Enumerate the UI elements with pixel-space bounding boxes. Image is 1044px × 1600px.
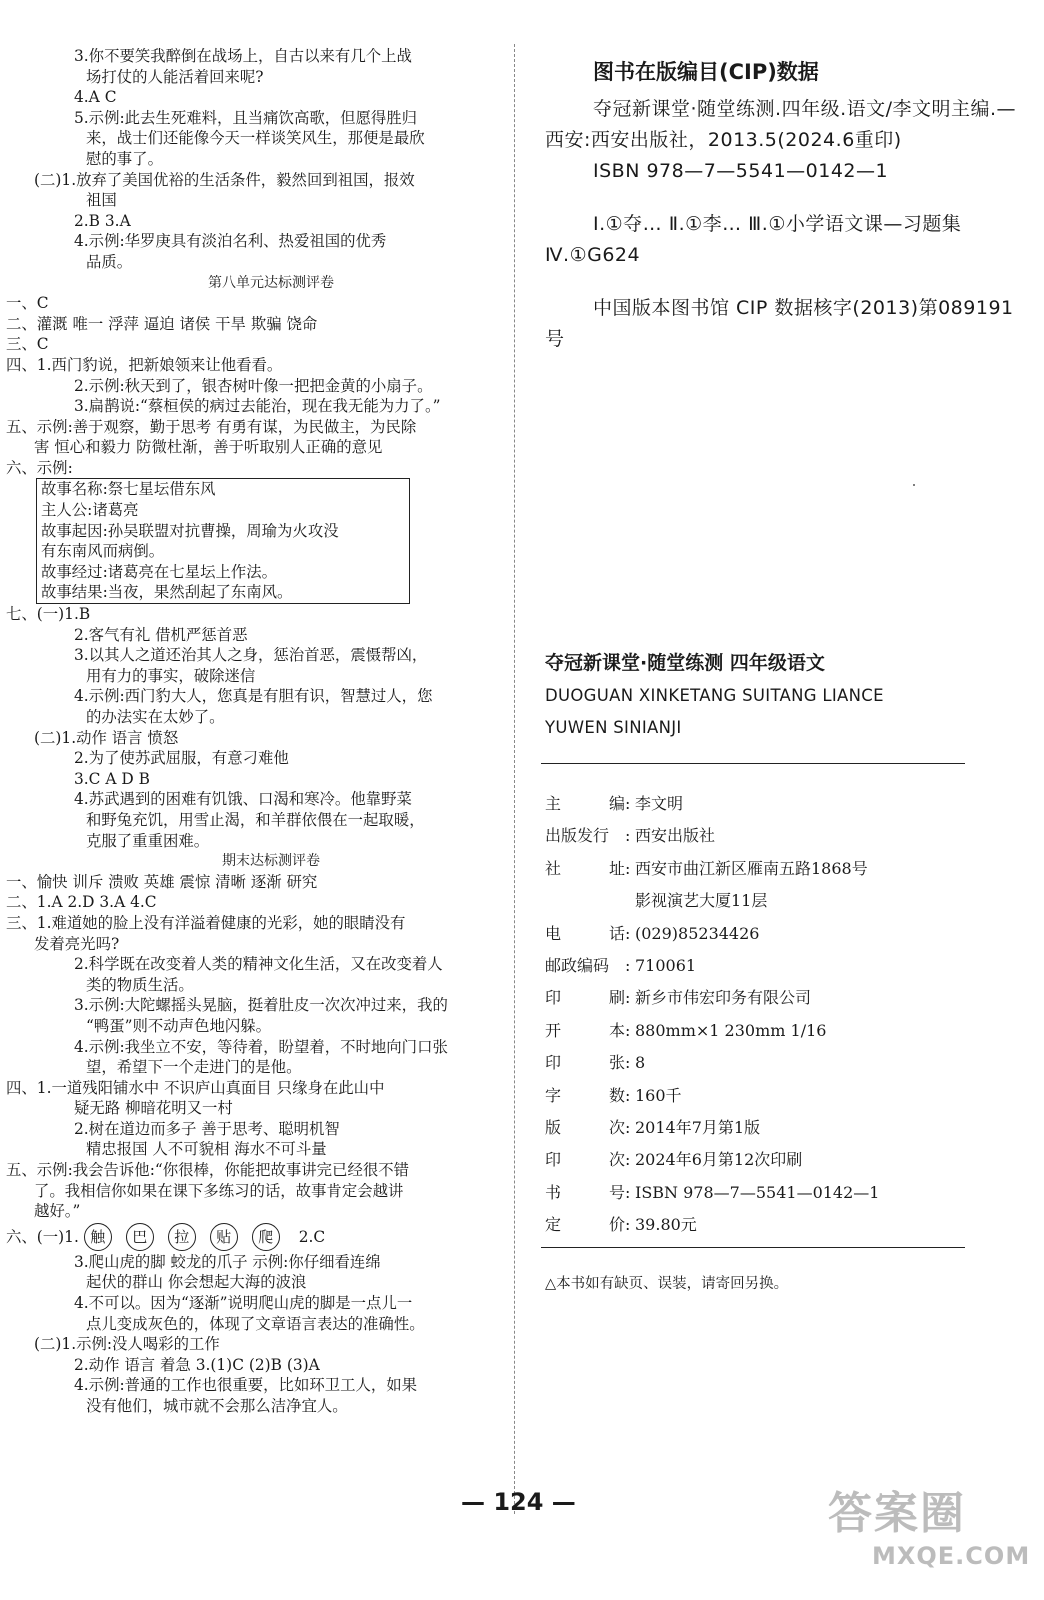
imprint-row: [545, 1080, 879, 1112]
cip-paragraph: 夺冠新课堂·随堂练测.四年级.语文/李文明主编.—西安:西安出版社，2013.5(2024.6重印): [545, 98, 1017, 151]
imprint-label-part: 电: [545, 923, 562, 943]
imprint-label: [545, 788, 625, 820]
answer-column: [6, 46, 496, 1417]
answer-line: 品质。: [86, 252, 133, 271]
answer-line: 3.扁鹊说:“蔡桓侯的病过去能治，现在我无能为力了。”: [74, 397, 441, 416]
imprint-separator: :: [625, 923, 631, 943]
imprint-label-part: 版: [545, 1117, 562, 1137]
section-heading: 第八单元达标测评卷: [208, 274, 334, 291]
imprint-value: 西安出版社: [635, 826, 716, 846]
answer-line: 三、1.难道她的脸上没有洋溢着健康的光彩，她的眼睛没有: [6, 913, 406, 932]
answer-line: (二)1.示例:没人喝彩的工作: [34, 1335, 220, 1354]
answer-line: 三、C: [6, 335, 49, 354]
circled-chars: [84, 1228, 294, 1246]
story-box-line: 有东南风而病倒。: [41, 542, 165, 561]
imprint-row: [545, 885, 879, 917]
imprint-label: [545, 820, 625, 852]
watermark-bottom: MXQE.COM: [872, 1542, 1031, 1570]
answer-line: 一、C: [6, 294, 49, 313]
answer-line: 七、(一)1.B: [6, 605, 91, 624]
answer-line: 2.客气有礼 借机严惩首恶: [74, 625, 248, 644]
answer-line: 克服了重重困难。: [86, 831, 210, 850]
imprint-label: [545, 1144, 625, 1176]
imprint-row: [545, 1015, 879, 1047]
imprint-label-part: 印: [545, 1150, 562, 1170]
answer-line: 五、示例:善于观察，勤于思考 有勇有谋，为民做主，为民除: [6, 417, 417, 436]
circled-char: 拉: [168, 1223, 196, 1251]
answer-line: 的办法实在太妙了。: [86, 708, 225, 726]
imprint-value: 西安市曲江新区雁南五路1868号: [635, 858, 868, 878]
answer-line: 慰的事了。: [86, 149, 163, 168]
answer-line: 3.以其人之道还治其人之身，惩治首恶，震慑帮凶，: [74, 646, 428, 665]
answer-line: 祖国: [86, 191, 117, 210]
imprint-label-part: 刷: [608, 988, 625, 1008]
imprint-row: [545, 982, 879, 1014]
answer-line: 害 恒心和毅力 防微杜渐，善于听取别人正确的意见: [34, 438, 383, 457]
answer-line: 四、1.一道残阳铺水中 不识庐山真面目 只缘身在此山中: [6, 1078, 385, 1097]
cip-title: 图书在版编目(CIP)数据: [593, 60, 819, 84]
imprint-label-part: 编: [608, 794, 625, 813]
imprint-label: [545, 885, 625, 917]
imprint-label-part: 张: [608, 1053, 625, 1073]
imprint-separator: :: [625, 1020, 631, 1040]
imprint-separator: :: [625, 1182, 631, 1202]
imprint-value: 李文明: [635, 794, 684, 813]
answer-line: (二)1.动作 语言 愤怒: [34, 728, 179, 747]
answer-line: 2.树在道边而多子 善于思考、聪明机智: [74, 1119, 340, 1138]
story-box-line: 主人公:诸葛亮: [41, 501, 139, 520]
imprint-row: [545, 918, 879, 950]
imprint-separator: :: [625, 955, 631, 975]
imprint-row: [545, 820, 879, 852]
pinyin-title-line1: DUOGUAN XINKETANG SUITANG LIANCE: [545, 686, 884, 705]
imprint-label: [545, 918, 625, 950]
answer-line: 来，战士们还能像今天一样谈笑风生，那便是最欣: [86, 129, 425, 148]
answer-line: 类的物质生活。: [86, 975, 194, 994]
answer-line: 精忠报国 人不可貌相 海水不可斗量: [86, 1140, 327, 1159]
answer-line: (二)1.放弃了美国优裕的生活条件，毅然回到祖国，报效: [34, 170, 415, 189]
imprint-label-part: 开: [545, 1020, 562, 1040]
answer-line: 3.爬山虎的脚 蛟龙的爪子 示例:你仔细看连绵: [74, 1252, 381, 1271]
imprint-label-part: 字: [545, 1085, 562, 1105]
imprint-label-part: 书: [545, 1182, 562, 1202]
answer-line: 4.示例:西门豹大人，您真是有胆有识，智慧过人，您: [74, 687, 433, 706]
imprint-label-part: 本: [608, 1020, 625, 1040]
imprint-separator: :: [625, 1085, 631, 1105]
answer-lines-part1: [6, 46, 496, 478]
page-number: — 124 —: [461, 1488, 576, 1516]
imprint-value: 新乡市伟宏印务有限公司: [635, 988, 812, 1008]
answer-line: 2.B 3.A: [74, 211, 131, 230]
answer-line: 没有他们，城市就不会那么洁净宜人。: [86, 1397, 348, 1415]
cip-isbn: ISBN 978—7—5541—0142—1: [593, 160, 889, 182]
q6-tail: 2.C: [298, 1227, 326, 1246]
imprint-label: [545, 1177, 625, 1209]
imprint-label-part: 数: [608, 1085, 625, 1105]
imprint-value: (029)85234426: [635, 923, 760, 943]
imprint-label-part: 次: [608, 1150, 625, 1170]
answer-line: 越好。”: [34, 1202, 81, 1221]
circled-char: 贴: [210, 1223, 238, 1251]
answer-line: 点儿变成灰色的，体现了文章语言表达的准确性。: [86, 1314, 425, 1333]
imprint-value: 2014年7月第1版: [635, 1117, 761, 1137]
imprint-row: [545, 950, 879, 982]
answer-line: 二、灌溉 唯一 浮萍 逼迫 诸侯 干旱 欺骗 饶命: [6, 314, 318, 333]
answer-lines-part3: [6, 1252, 496, 1417]
imprint-row: [545, 1144, 879, 1176]
circled-char: 爬: [252, 1223, 280, 1251]
circled-char: 触: [84, 1223, 112, 1251]
imprint-row: [545, 1177, 879, 1209]
answer-line: 3.你不要笑我醉倒在战场上，自古以来有几个上战: [74, 47, 412, 65]
answer-line: 一、愉快 训斥 溃败 英雄 震惊 清晰 逐渐 研究: [6, 872, 318, 891]
imprint-label-part: 话: [608, 923, 625, 943]
imprint-label-part: 号: [608, 1182, 625, 1202]
answer-line: 3.示例:大陀螺摇头晃脑，挺着肚皮一次次冲过来，我的: [74, 996, 448, 1015]
top-rule: [541, 763, 965, 764]
answer-line: 4.苏武遇到的困难有饥饿、口渴和寒冷。他靠野菜: [74, 790, 412, 809]
answer-line: 2.动作 语言 着急 3.(1)C (2)B (3)A: [74, 1355, 320, 1374]
imprint-value: 160千: [635, 1085, 682, 1105]
cip-core-number: 中国版本图书馆 CIP 数据核字(2013)第089191号: [545, 297, 1014, 350]
story-box-line: 故事结果:当夜，果然刮起了东南风。: [41, 583, 293, 602]
watermark-top: 答案圈: [828, 1488, 966, 1539]
answer-line: 4.A C: [74, 88, 117, 107]
imprint-label-part: 址: [608, 858, 625, 878]
story-box-line: 故事经过:诸葛亮在七星坛上作法。: [41, 562, 278, 581]
imprint-label: [545, 950, 625, 982]
imprint-table: [545, 788, 879, 1241]
cip-classification: Ⅰ.①夺… Ⅱ.①李… Ⅲ.①小学语文课—习题集 Ⅳ.①G624: [545, 213, 962, 266]
answer-line: 场打仗的人能活着回来呢?: [86, 67, 264, 86]
cip-column: [545, 50, 1020, 1292]
imprint-label: [545, 853, 625, 885]
answer-line: 3.C A D B: [74, 769, 150, 788]
imprint-label: [545, 1047, 625, 1079]
imprint-separator: :: [625, 794, 631, 813]
imprint-label-part: 出版发行: [545, 826, 610, 846]
answer-lines-part2: [6, 604, 496, 1222]
circled-char: 巴: [126, 1223, 154, 1251]
imprint-value: ISBN 978—7—5541—0142—1: [635, 1182, 880, 1202]
imprint-row: [545, 788, 879, 820]
cip-body: [545, 94, 1020, 355]
answer-line: 4.示例:华罗庚具有淡泊名利、热爱祖国的优秀: [74, 232, 387, 251]
imprint-separator: :: [625, 858, 631, 878]
imprint-label: [545, 982, 625, 1014]
imprint-label-part: 印: [545, 1053, 562, 1073]
imprint-label: [545, 1209, 625, 1241]
imprint-row: [545, 853, 879, 885]
story-box-line: 故事名称:祭七星坛借东风: [41, 480, 216, 499]
imprint-label-part: 价: [608, 1215, 625, 1235]
answer-line: 了。我相信你如果在课下多练习的话，故事肯定会越讲: [34, 1181, 404, 1200]
imprint-value: 39.80元: [635, 1215, 697, 1235]
imprint-label-part: 社: [545, 858, 562, 878]
answer-line: 5.示例:此去生死难料，且当痛饮高歌，但愿得胜归: [74, 108, 418, 127]
imprint-label-part: 次: [608, 1117, 625, 1137]
imprint-label: [545, 1080, 625, 1112]
answer-line: 4.示例:普通的工作也很重要，比如环卫工人，如果: [74, 1376, 418, 1395]
answer-line: 疑无路 柳暗花明又一村: [74, 1099, 233, 1118]
imprint-value: 8: [635, 1053, 646, 1073]
section-heading: 期末达标测评卷: [222, 853, 320, 870]
imprint-separator: :: [625, 1117, 631, 1137]
story-outline-box: [36, 478, 410, 604]
answer-line: 2.示例:秋天到了，银杏树叶像一把把金黄的小扇子。: [74, 376, 433, 395]
imprint-label: [545, 1015, 625, 1047]
answer-line: 二、1.A 2.D 3.A 4.C: [6, 893, 157, 912]
stray-dot: [913, 484, 915, 486]
imprint-separator: [625, 885, 635, 917]
imprint-separator: :: [625, 1215, 631, 1235]
imprint-separator: :: [625, 1150, 631, 1170]
imprint-value: 880mm×1 230mm 1/16: [635, 1020, 827, 1040]
answer-line: 发着亮光吗?: [34, 934, 120, 953]
imprint-label-part: 主: [545, 794, 562, 813]
imprint-row: [545, 1047, 879, 1079]
imprint-value: 影视演艺大厦11层: [635, 891, 768, 911]
answer-line: 4.示例:我坐立不安，等待着，盼望着，不时地向门口张: [74, 1037, 448, 1056]
imprint-row: [545, 1112, 879, 1144]
answer-line: 五、示例:我会告诉他:“你很棒，你能把故事讲完已经很不错: [6, 1161, 410, 1180]
replacement-note: △本书如有缺页、误装，请寄回另换。: [545, 1276, 789, 1292]
imprint-separator: :: [625, 1053, 631, 1073]
imprint-separator: :: [625, 826, 631, 846]
imprint-label-part: 印: [545, 988, 562, 1008]
answer-line: 4.不可以。因为“逐渐”说明爬山虎的脚是一点儿一: [74, 1294, 413, 1313]
imprint-value: 2024年6月第12次印刷: [635, 1150, 803, 1170]
answer-line: 用有力的事实，破除迷信: [86, 666, 256, 685]
bottom-rule: [541, 1247, 965, 1248]
answer-line: “鸭蛋”则不动声色地闪躲。: [86, 1016, 272, 1035]
answer-line: 2.为了使苏武屈服，有意刁难他: [74, 749, 289, 768]
imprint-label-part: 邮政编码: [545, 955, 610, 975]
answer-line: 和野兔充饥，用雪止渴，和羊群依偎在一起取暖，: [86, 810, 425, 829]
imprint-label-part: 定: [545, 1215, 562, 1235]
story-box-line: 故事起因:孙吴联盟对抗曹操，周瑜为火攻没: [41, 521, 339, 540]
q6-circled-row: [6, 1222, 496, 1252]
q6-prefix: 六、(一)1.: [6, 1227, 79, 1246]
answer-line: 2.科学既在改变着人类的精神文化生活，又在改变着人: [74, 955, 443, 974]
column-divider: [514, 44, 515, 1514]
imprint-separator: :: [625, 988, 631, 1008]
imprint-value: 710061: [635, 955, 697, 975]
answer-line: 四、1.西门豹说，把新娘领来让他看看。: [6, 355, 283, 374]
product-title: 夺冠新课堂·随堂练测 四年级语文: [545, 652, 825, 674]
answer-line: 望，希望下一个走进门的是他。: [86, 1058, 302, 1077]
imprint-row: [545, 1209, 879, 1241]
answer-line: 六、示例:: [6, 458, 73, 477]
imprint-label: [545, 1112, 625, 1144]
answer-line: 起伏的群山 你会想起大海的波浪: [86, 1273, 307, 1292]
watermark-logo: [822, 1486, 1031, 1594]
pinyin-title-line2: YUWEN SINIANJI: [545, 718, 682, 737]
